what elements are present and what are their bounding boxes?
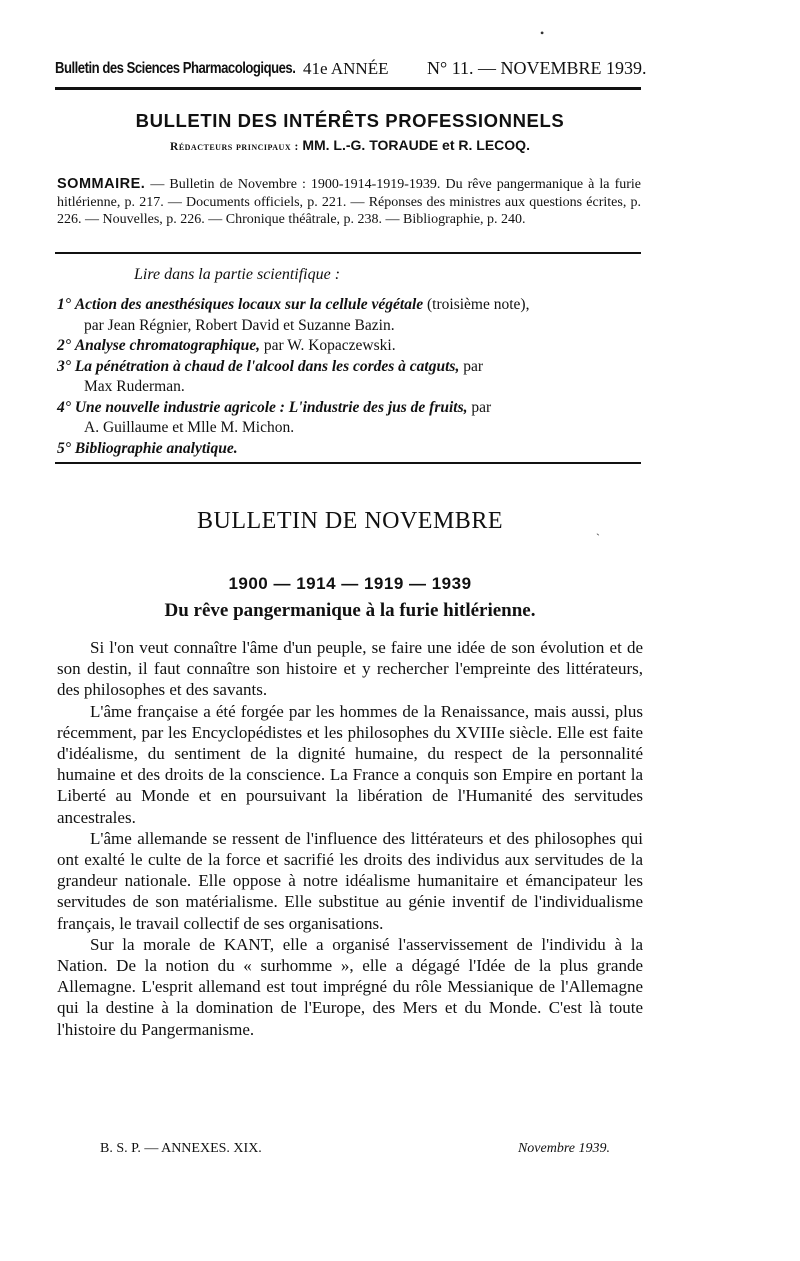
- list-item: 1° Action des anesthésiques locaux sur la cellule végétale (troisième note),: [57, 296, 530, 313]
- journal-name: Bulletin des Sciences Pharmacologiques.: [55, 60, 296, 77]
- article-body: [57, 637, 643, 1040]
- footer-date: Novembre 1939.: [517, 1141, 610, 1156]
- article-list: [57, 295, 643, 459]
- list-item-authors: par Jean Régnier, Robert David et Suzanne Bazin.: [84, 316, 395, 334]
- issue-number: N° 11. — NOVEMBRE 1939.: [427, 58, 647, 78]
- list-item-authors: Max Ruderman.: [84, 378, 185, 395]
- list-item: 3° La pénétration à chaud de l'alcool dans les cordes à catguts, par: [57, 357, 483, 375]
- summary-rule: [55, 252, 641, 254]
- running-header: [55, 58, 647, 84]
- editors-line: [55, 137, 645, 155]
- list-rule: [55, 462, 641, 464]
- paragraph: L'âme française a été forgée par les hommes de la Renaissance, mais aussi, plus récemment, par les Encyclopédistes et les philosophes du XVIIIe siècle. Elle est faite d'idéalisme, du sentiment de la dignité humaine, du respect de la personnalité humaine et des droits de la conscience. La France a conquis son Empire en portant la Liberté au Monde et en poursuivant la libération de l'Humanité des servitudes ancestrales.: [57, 701, 643, 827]
- header-rule: [55, 87, 641, 90]
- print-speck: •: [540, 26, 545, 40]
- paragraph: Si l'on veut connaître l'âme d'un peuple, se faire une idée de son évolution et de son destin, il faut connaître son histoire et y rechercher l'empreinte des littérateurs, des philosophes et des savants.: [57, 638, 643, 700]
- read-in-scientific: Lire dans la partie scientifique :: [134, 266, 341, 283]
- summary: [57, 176, 641, 229]
- editors-names: MM. L.-G. TORAUDE et R. LECOQ.: [302, 137, 530, 153]
- footer-annexes: B. S. P. — ANNEXES. XIX.: [100, 1141, 262, 1156]
- list-item: 5° Bibliographie analytique.: [57, 439, 238, 457]
- list-item: 2° Analyse chromatographique, par W. Kopaczewski.: [57, 337, 396, 354]
- paragraph: L'âme allemande se ressent de l'influence des littérateurs et des philosophes qui ont exalté le culte de la force et sacrifié les droits des individus aux servitudes de la grandeur nationale. Elle oppose à notre idéalisme humanitaire et émancipateur les servitudes de son matérialisme. Elle substitue au génie inventif de l'individualisme français, le travail collectif de ses organisations.: [57, 828, 643, 933]
- summary-text: — Bulletin de Novembre : 1900-1914-1919-1939. Du rêve pangermanique à la furie hitlérienne, p. 217. — Documents officiels, p. 221. — Réponses des ministres aux questions écrites, p. 226. — Nouvelles, p. 226. — Chronique théâtrale, p. 238. — Bibliographie, p. 240.: [57, 177, 641, 227]
- summary-label: SOMMAIRE.: [57, 176, 146, 192]
- list-item: 4° Une nouvelle industrie agricole : L'industrie des jus de fruits, par: [57, 398, 492, 416]
- article-subtitle: Du rêve pangermanique à la furie hitlérienne.: [164, 600, 536, 621]
- years-heading: 1900 — 1914 — 1919 — 1939: [228, 574, 472, 593]
- print-speck: ˎ: [596, 522, 600, 536]
- editors-role: Rédacteurs principaux :: [170, 141, 299, 153]
- list-item-authors: A. Guillaume et Mlle M. Michon.: [84, 419, 295, 436]
- bulletin-title: BULLETIN DE NOVEMBRE: [197, 508, 503, 534]
- paragraph: Sur la morale de KANT, elle a organisé l'asservissement de l'individu à la Nation. De la notion du « surhomme », elle a dégagé l'Idée de la plus grande Allemagne. L'esprit allemand est tout imprégné du rôle Messianique de l'Allemagne qui la destine à la domination de l'Europe, des Mers et du Monde. C'est là toute l'histoire du Pangermanisme.: [57, 934, 643, 1039]
- section-heading: BULLETIN DES INTÉRÊTS PROFESSIONNELS: [135, 110, 565, 131]
- year-volume: 41e ANNÉE: [303, 59, 389, 78]
